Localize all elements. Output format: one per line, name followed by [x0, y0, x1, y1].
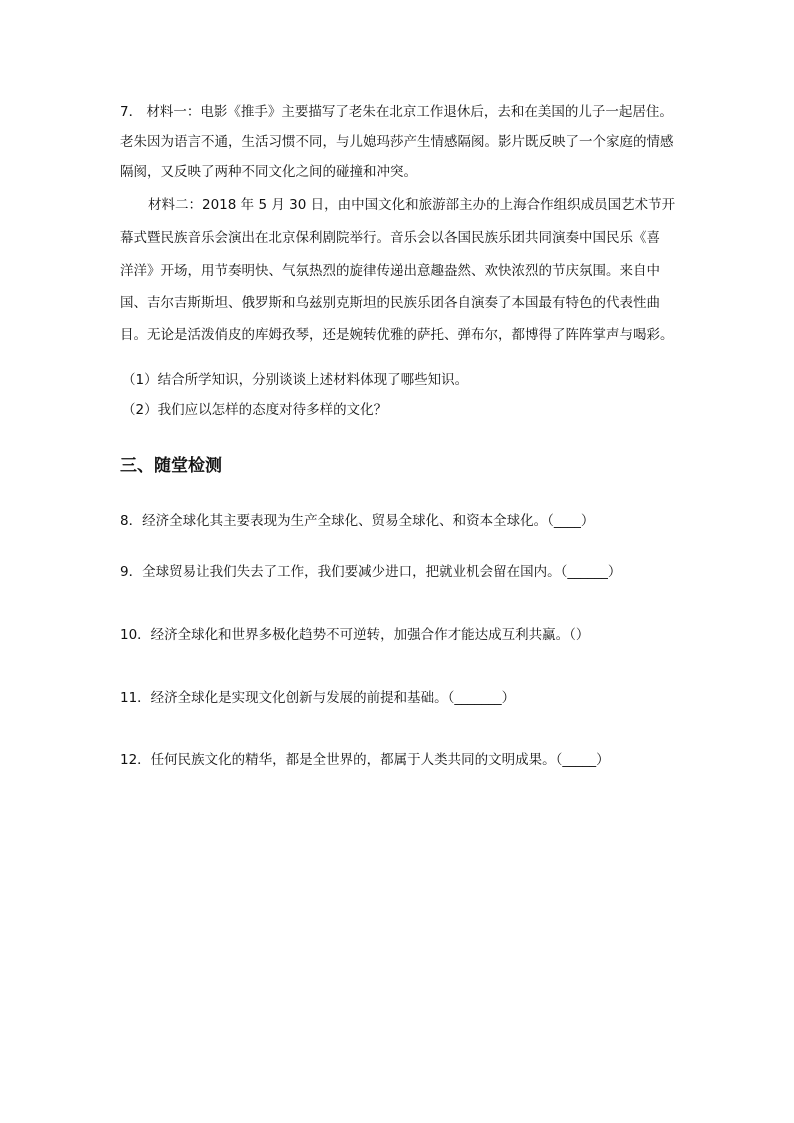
q7-subquestion-1: （1）结合所学知识，分别谈谈上述材料体现了哪些知识。 [122, 372, 469, 388]
question-9: 9．全球贸易让我们失去了工作，我们要减少进口，把就业机会留在国内。（______） [120, 564, 622, 580]
q7-line-5: 幕式暨民族音乐会演出在北京保利剧院举行。音乐会以各国民族乐团共同演奏中国民乐《喜 [120, 230, 660, 246]
q7-subquestion-2: （2）我们应以怎样的态度对待多样的文化？ [122, 402, 388, 418]
q7-line-4: 材料二：2018 年 5 月 30 日，由中国文化和旅游部主办的上海合作组织成员国艺术节开 [148, 197, 676, 213]
question-8: 8．经济全球化其主要表现为生产全球化、贸易全球化、和资本全球化。（____） [120, 513, 595, 529]
question-11: 11．经济全球化是实现文化创新与发展的前提和基础。（_______） [120, 690, 516, 706]
q7-line-2: 老朱因为语言不通，生活习惯不同，与儿媳玛莎产生情感隔阂。影片既反映了一个家庭的情感 [120, 134, 674, 150]
q7-line-3: 隔阂，又反映了两种不同文化之间的碰撞和冲突。 [120, 164, 417, 180]
question-10: 10．经济全球化和世界多极化趋势不可逆转，加强合作才能达成互利共赢。（） [120, 627, 590, 643]
section-heading: 三、随堂检测 [120, 456, 222, 476]
q7-line-1: 7． 材料一：电影《推手》主要描写了老朱在北京工作退休后，去和在美国的儿子一起居住。 [120, 104, 673, 120]
q7-line-6: 洋洋》开场，用节奏明快、气氛热烈的旋律传递出意趣盎然、欢快浓烈的节庆氛围。来自中 [120, 263, 660, 279]
q7-line-7: 国、吉尔吉斯斯坦、俄罗斯和乌兹别克斯坦的民族乐团各自演奏了本国最有特色的代表性曲 [120, 295, 660, 311]
question-12: 12．任何民族文化的精华，都是全世界的，都属于人类共同的文明成果。（_____） [120, 752, 610, 768]
q7-line-8: 目。无论是活泼俏皮的库姆孜琴，还是婉转优雅的萨托、弹布尔，都博得了阵阵掌声与喝彩。 [120, 327, 674, 343]
